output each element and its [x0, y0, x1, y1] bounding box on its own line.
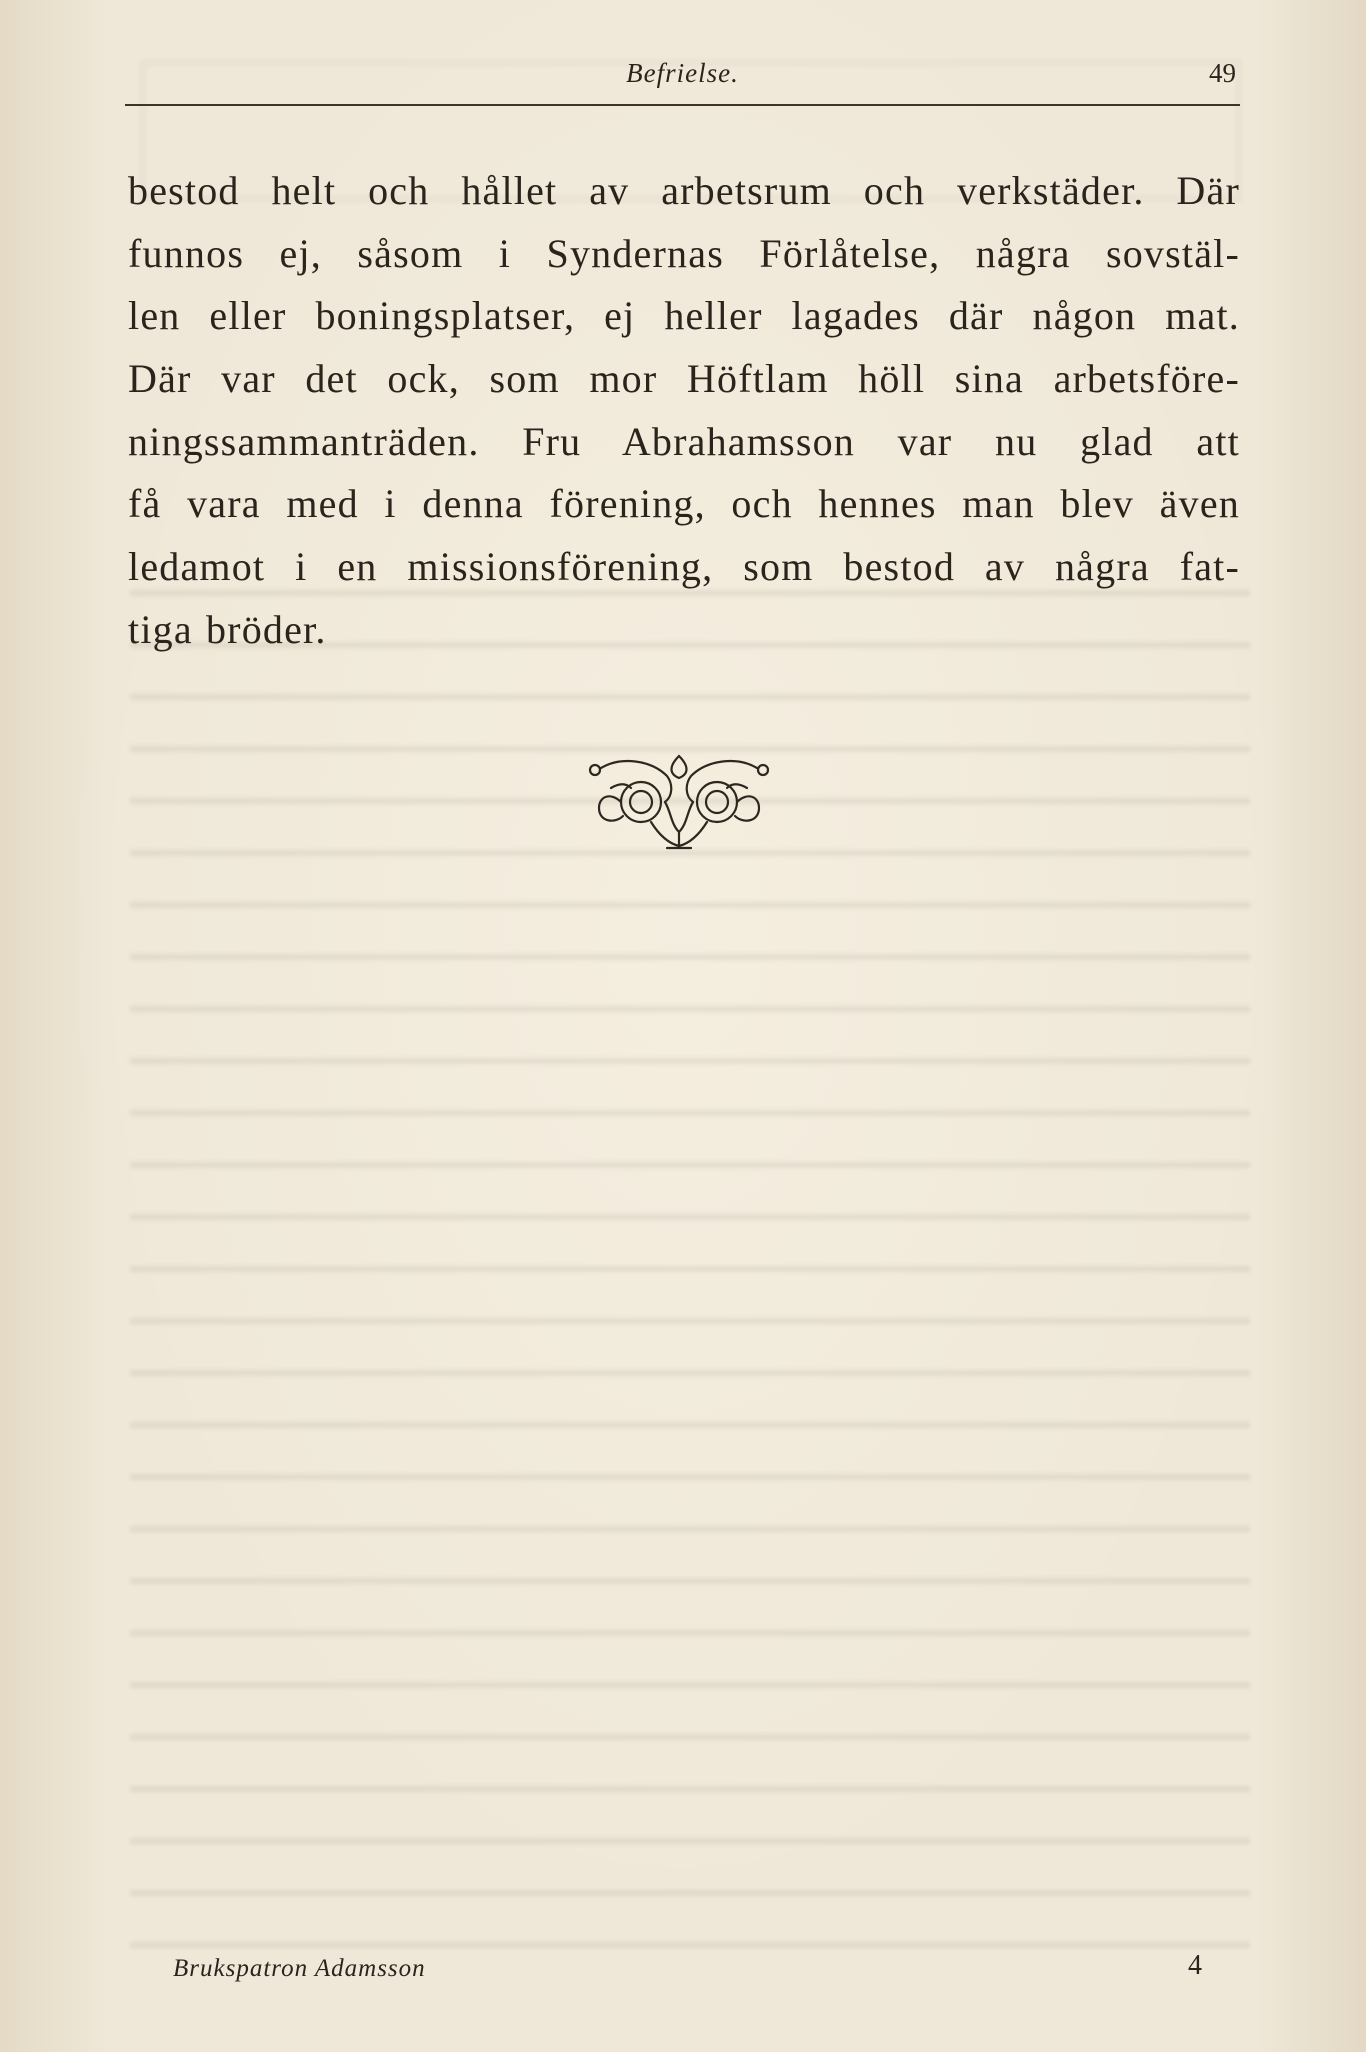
text-line: ledamot i en missionsförening, som bestod av några fat- — [128, 544, 1240, 590]
decorative-vignette-icon — [581, 752, 777, 852]
text-line: bestod helt och hållet av arbetsrum och verkstäder. Där — [128, 168, 1240, 213]
page-number: 49 — [1209, 58, 1236, 88]
printer-signature: Brukspatron Adamsson — [173, 1955, 426, 1982]
text-line: len eller boningsplatser, ej heller lagades där någon mat. — [128, 293, 1240, 339]
text-line: funnos ej, såsom i Syndernas Förlåtelse, några sovstäl- — [128, 230, 1240, 276]
text-line: Där var det ock, som mor Höftlam höll sina arbetsföre- — [128, 356, 1240, 402]
text-line: få vara med i denna förening, och hennes man blev även — [128, 481, 1240, 527]
running-head — [125, 52, 1240, 106]
body-paragraph — [128, 160, 1240, 662]
signature-mark: 4 — [1188, 1950, 1202, 1981]
text-line: tiga bröder. — [128, 606, 327, 652]
text-line: ningssammanträden. Fru Abrahamsson var nu glad att — [128, 418, 1240, 464]
running-head-title: Befrielse. — [626, 58, 739, 88]
